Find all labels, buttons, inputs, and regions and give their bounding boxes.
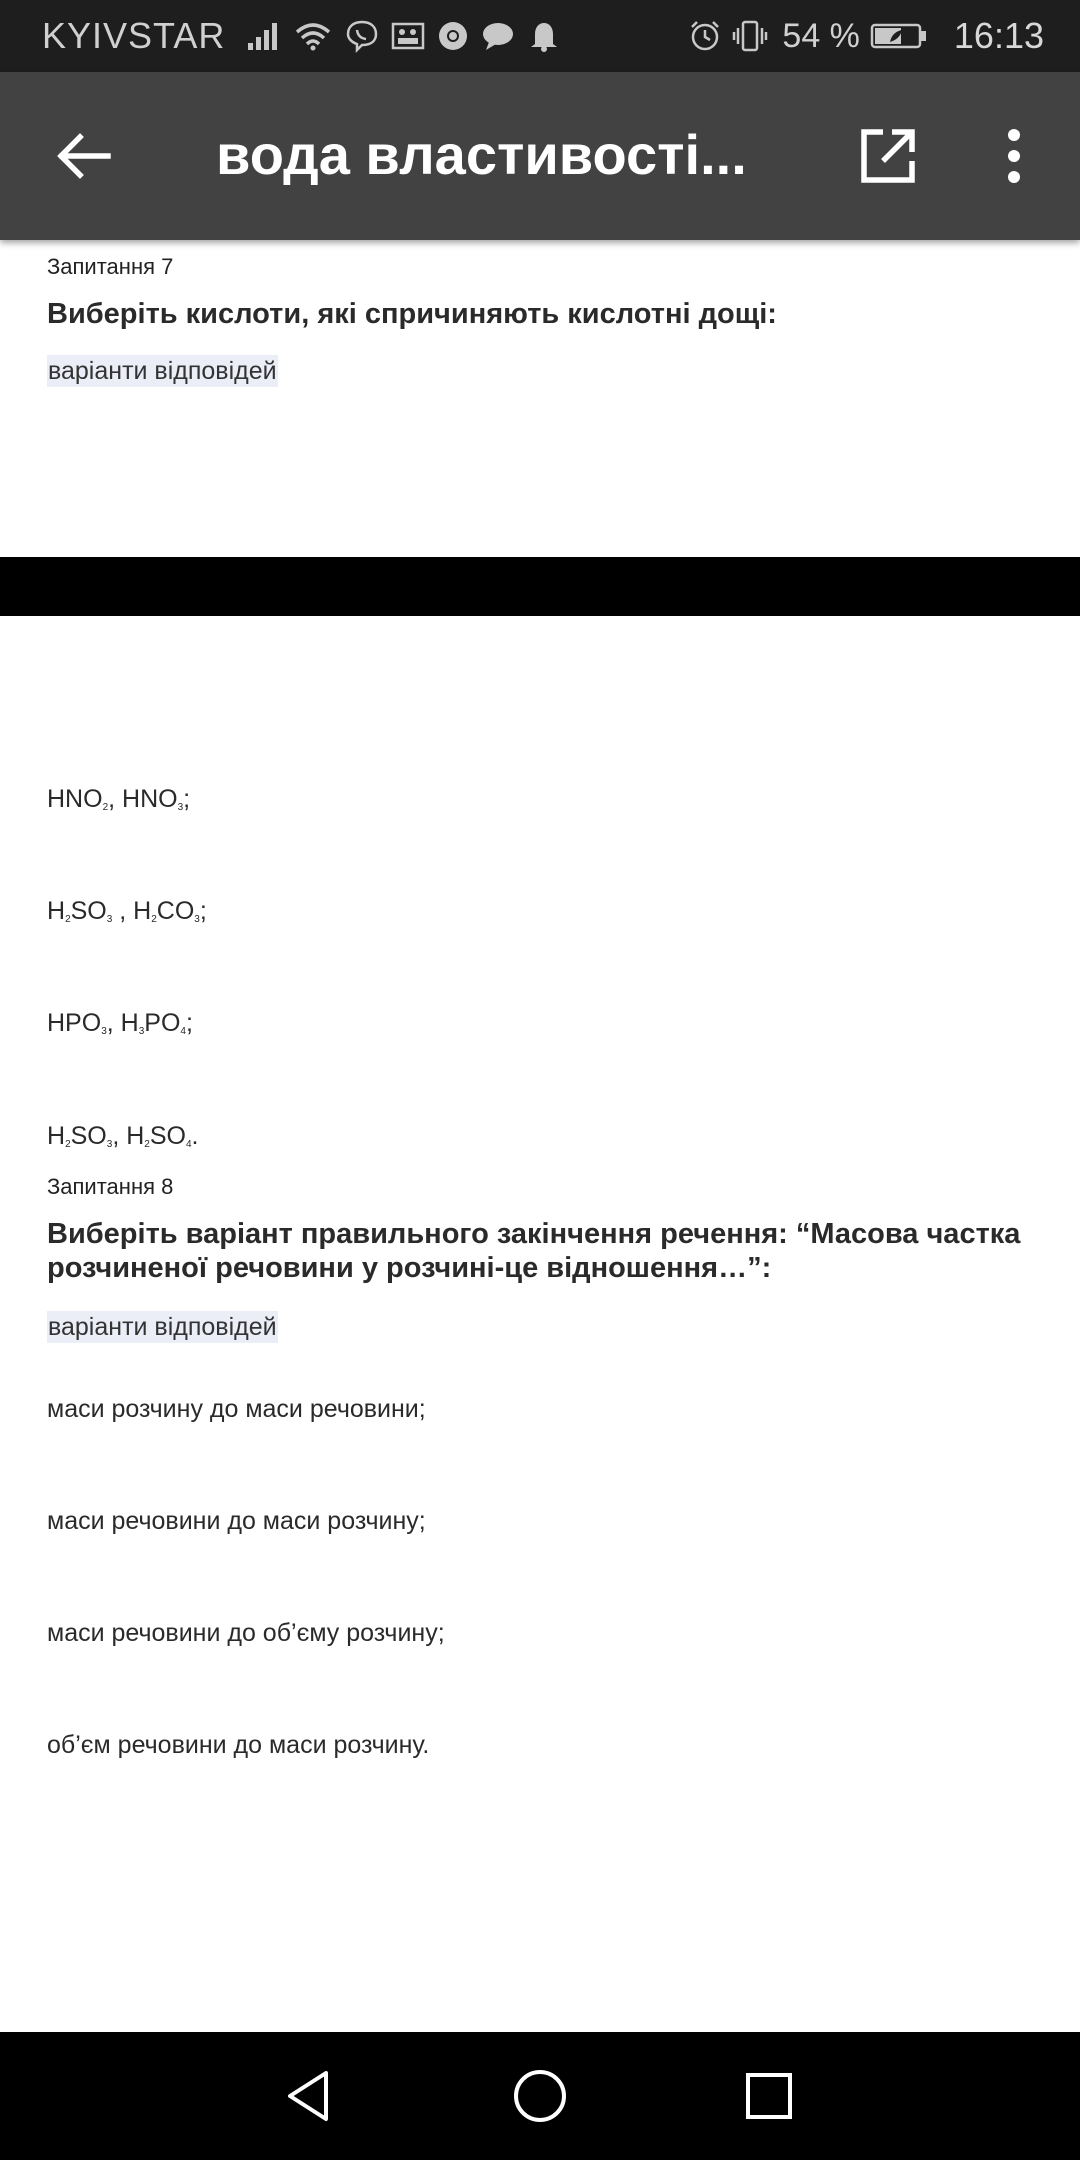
carrier-name: KYIVSTAR (42, 15, 226, 56)
navigation-bar (0, 2032, 1080, 2160)
question-8-answers-label: варіанти відповідей (48, 1313, 277, 1341)
more-options-button[interactable] (974, 116, 1054, 196)
wifi-icon (293, 20, 333, 52)
question-7-option-4: $H_2SO_3$, $H_2SO_4$. (47, 1122, 199, 1150)
question-7-option-2: $H_2SO_3$ , $H_2CO_3$; (47, 897, 207, 925)
vibrate-icon (732, 19, 768, 53)
back-arrow-icon (56, 131, 112, 181)
nav-back-button[interactable] (272, 2060, 344, 2132)
message-icon (481, 20, 515, 52)
document-title: вода властивості... (216, 123, 747, 186)
back-button[interactable] (44, 116, 124, 196)
battery-icon (870, 21, 928, 51)
nav-back-icon (284, 2068, 332, 2124)
alarm-icon (688, 19, 722, 53)
chrome-icon (437, 20, 469, 52)
clock: 16:13 (953, 15, 1044, 56)
nav-home-icon (512, 2068, 568, 2124)
question-7-text: Виберіть кислоти, які спричиняють кислотні дощі: (47, 298, 777, 330)
question-8-option-4: об’єм речовини до маси розчину. (47, 1731, 430, 1759)
open-external-button[interactable] (848, 116, 928, 196)
document-content (0, 240, 1080, 2032)
question-8-text: Виберіть варіант правильного закінчення речення: “Масова частка розчиненої речовини у розчині-це відношення…”: (47, 1218, 1021, 1284)
system-status-icons (688, 15, 1044, 57)
signal-icon (247, 21, 281, 51)
more-vert-icon (1004, 128, 1024, 184)
open-external-icon (859, 127, 917, 185)
nav-recents-button[interactable] (733, 2060, 805, 2132)
app-bar (0, 72, 1080, 240)
status-bar (0, 0, 1080, 72)
question-7-answers-label: варіанти відповідей (48, 357, 277, 385)
question-8-option-1: маси розчину до маси речовини; (47, 1395, 426, 1423)
question-7-number: Запитання 7 (47, 254, 174, 279)
battery-percent: 54 % (782, 16, 860, 55)
question-8-option-3: маси речовини до об’єму розчину; (47, 1619, 445, 1647)
viber-icon (345, 19, 379, 53)
question-7-option-3: $HPO_3$, $H_3PO_4$; (47, 1009, 193, 1037)
nav-home-button[interactable] (504, 2060, 576, 2132)
notification-icons (247, 19, 561, 53)
question-8-number: Запитання 8 (47, 1174, 174, 1199)
question-7-option-1: $HNO_2$, $HNO_3$; (47, 785, 191, 813)
bell-icon (527, 20, 561, 52)
page-break-band (0, 557, 1080, 616)
gallery-icon (391, 21, 425, 51)
question-8-option-2: маси речовини до маси розчину; (47, 1507, 426, 1535)
nav-recents-icon (744, 2071, 794, 2121)
